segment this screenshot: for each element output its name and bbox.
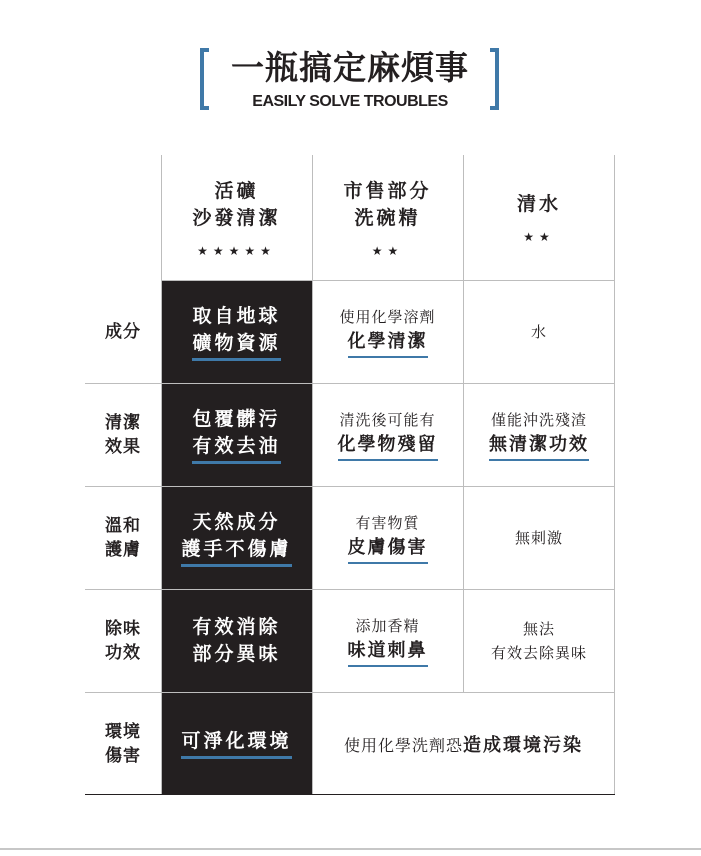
cell-others-environment	[312, 692, 615, 795]
cell-detergent-cleaning	[312, 383, 463, 486]
detergent-deodorize-line1: 添加香精	[355, 617, 420, 635]
others-environment-normal: 使用化學洗劑恐	[343, 735, 463, 755]
header-col-water	[463, 155, 615, 280]
others-environment-text	[344, 731, 583, 757]
left-bracket	[200, 48, 209, 110]
grid-line	[85, 486, 615, 487]
grid-line	[312, 155, 313, 795]
water-ingredients-line1: 水	[530, 322, 547, 341]
water-cleaning-line2: 無清潔功效	[489, 432, 589, 461]
detergent-gentle-line1: 有害物質	[355, 514, 420, 532]
cell-product-environment	[161, 692, 312, 795]
comparison-table	[85, 155, 615, 795]
row-label-environment	[85, 692, 161, 795]
cell-detergent-gentle	[312, 486, 463, 589]
water-deodorize-line2: 有效去除異味	[490, 643, 587, 662]
cell-product-cleaning	[161, 383, 312, 486]
footer-divider	[0, 848, 701, 850]
water-gentle-line1: 無刺激	[514, 528, 563, 547]
product-ingredients-line1: 取自地球	[192, 304, 281, 327]
header-col-product-line1: 活礦	[214, 179, 259, 202]
row-label-cleaning-line1: 清潔	[105, 412, 141, 433]
detergent-cleaning-line2: 化學物殘留	[338, 432, 438, 461]
header-col-detergent	[312, 155, 463, 280]
product-environment-line1: 可淨化環境	[181, 728, 291, 759]
detergent-gentle-line2: 皮膚傷害	[348, 535, 428, 564]
cell-product-ingredients	[161, 280, 312, 383]
rating-stars-water: ★★	[523, 230, 555, 244]
row-label-deodorize-line2: 功效	[105, 642, 141, 663]
row-label-environment-line2: 傷害	[105, 745, 141, 766]
header-col-product	[161, 155, 312, 280]
grid-line	[85, 383, 615, 384]
cell-water-ingredients	[463, 280, 615, 383]
cell-water-deodorize	[463, 589, 615, 692]
header-col-product-line2: 沙發清潔	[192, 206, 281, 229]
product-gentle-line1: 天然成分	[192, 510, 281, 533]
header-col-detergent-line2: 洗碗精	[354, 206, 421, 229]
water-cleaning-line1: 僅能沖洗殘渣	[490, 411, 587, 429]
detergent-ingredients-line1: 使用化學溶劑	[339, 308, 436, 326]
row-label-environment-line1: 環境	[105, 721, 141, 742]
row-label-deodorize-line1: 除味	[105, 618, 141, 639]
cell-water-gentle	[463, 486, 615, 589]
cell-water-cleaning	[463, 383, 615, 486]
grid-line	[85, 589, 615, 590]
product-cleaning-line1: 包覆髒污	[192, 407, 281, 430]
row-label-cleaning-line2: 效果	[105, 436, 141, 457]
detergent-deodorize-line2: 味道刺鼻	[348, 638, 428, 667]
detergent-ingredients-line2: 化學清潔	[348, 329, 428, 358]
cell-detergent-deodorize	[312, 589, 463, 692]
rating-stars-product: ★★★★★	[197, 243, 276, 258]
grid-line	[161, 155, 162, 795]
grid-line	[614, 155, 615, 795]
cell-detergent-ingredients	[312, 280, 463, 383]
rating-stars-detergent: ★★	[371, 243, 404, 258]
row-label-gentle-line2: 護膚	[105, 539, 141, 560]
detergent-cleaning-line1: 清洗後可能有	[339, 411, 436, 429]
cell-product-gentle	[161, 486, 312, 589]
grid-line	[463, 155, 464, 692]
table-bottom-line	[85, 794, 615, 795]
row-label-gentle-line1: 溫和	[105, 515, 141, 536]
right-bracket	[490, 48, 499, 110]
product-cleaning-line2: 有效去油	[192, 433, 280, 464]
page-subtitle: EASILY SOLVE TROUBLES	[252, 93, 448, 110]
product-deodorize-line1: 有效消除	[192, 615, 281, 638]
row-label-deodorize	[85, 589, 161, 692]
grid-line	[85, 692, 615, 693]
others-environment-bold: 造成環境污染	[463, 734, 583, 756]
product-ingredients-line2: 礦物資源	[192, 330, 280, 361]
cell-product-deodorize	[161, 589, 312, 692]
row-label-cleaning	[85, 383, 161, 486]
grid-line	[161, 280, 615, 281]
row-label-ingredients-text: 成分	[105, 321, 141, 342]
row-label-gentle	[85, 486, 161, 589]
header-col-detergent-line1: 市售部分	[343, 179, 432, 202]
product-deodorize-line2: 部分異味	[192, 642, 281, 665]
header-col-water-line1: 清水	[516, 193, 561, 215]
row-label-ingredients	[85, 280, 161, 383]
header	[0, 0, 701, 120]
page-title: 一瓶搞定麻煩事	[231, 48, 469, 87]
product-gentle-line2: 護手不傷膚	[181, 536, 291, 567]
water-deodorize-line1: 無法	[522, 619, 555, 638]
